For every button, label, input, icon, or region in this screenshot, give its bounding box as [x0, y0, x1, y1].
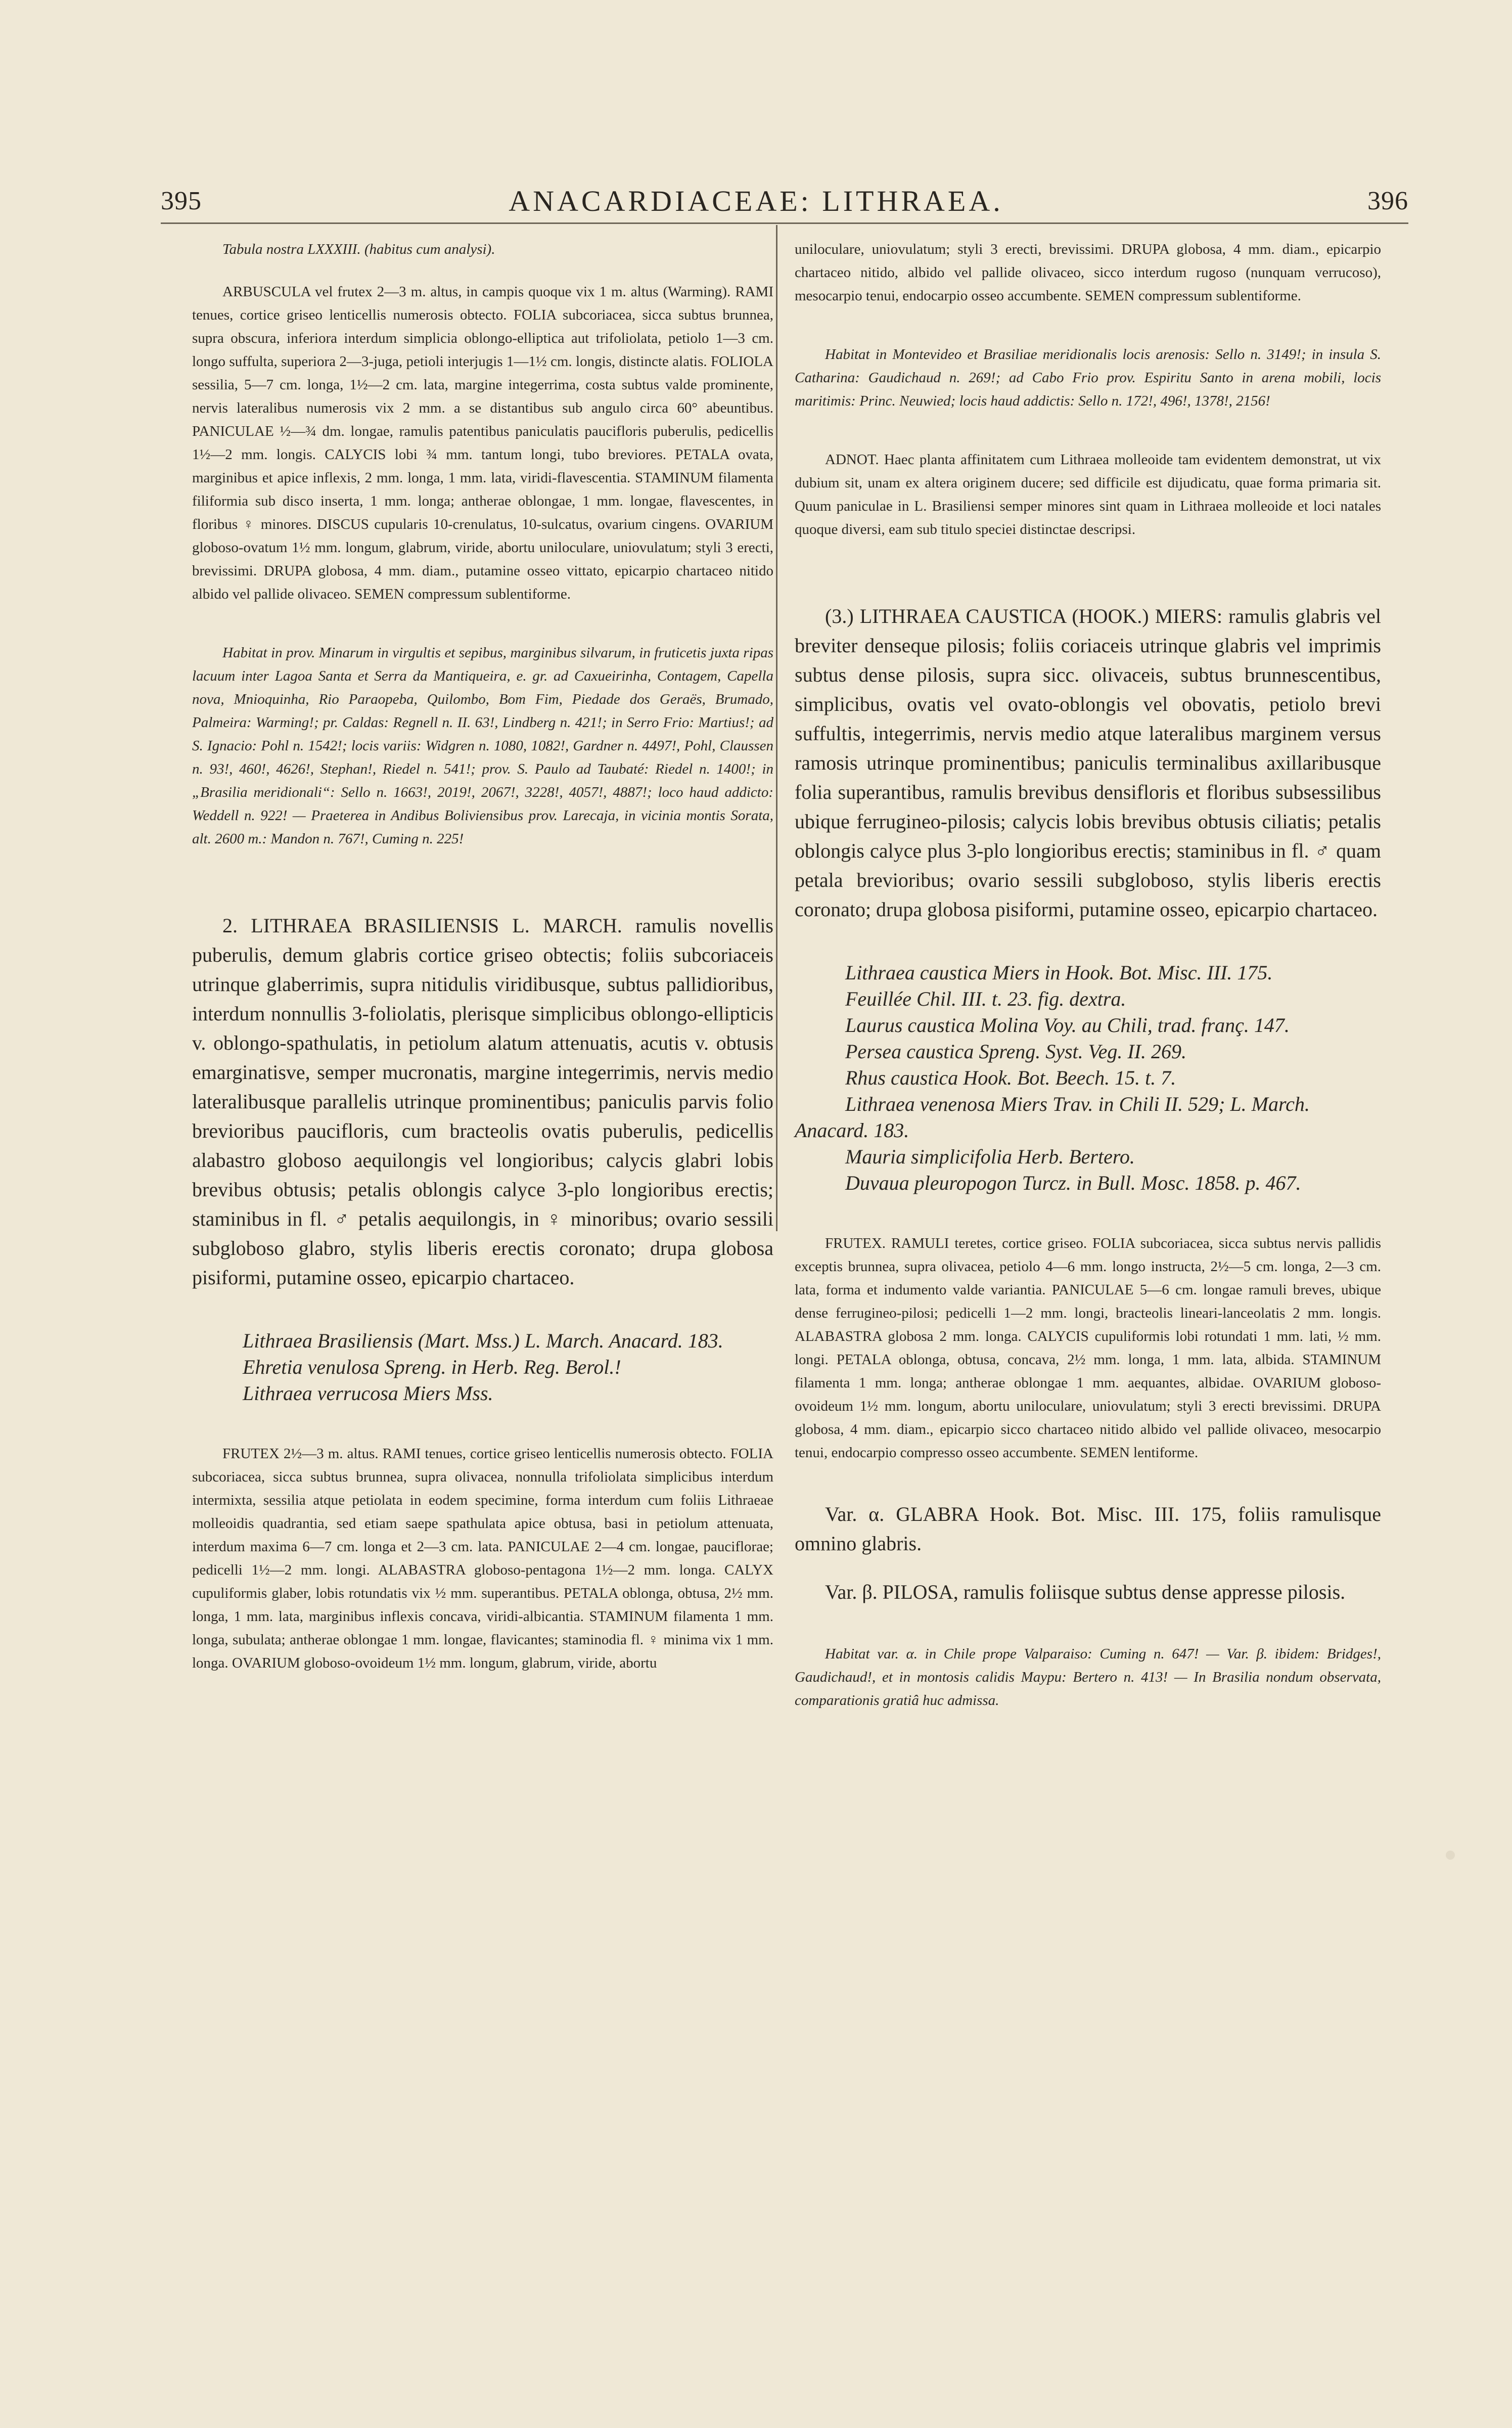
species-l-brasiliensis: 2. LITHRAEA BRASILIENSIS L. MARCH. ramulis novellis puberulis, demum glabris cortice griseo obtectis; foliis subcoriaceis utrinque glaberrimis, supra nitidulis viridibusque, subtus pallidioribus, interdum nonnullis 3-foliolatis, plerisque simplicibus oblongo-ellipticis v. oblongo-spathulatis, in petiolum alatum attenuatis, acutis v. obtusis emarginatisve, semper mucronatis, margine integerrimis, nervis medio lateralibusque parallelis utrinque prominentibus; paniculis parvis folio brevioribus paucifloris, cum bracteolis ovatis puberulis, pedicellis alabastro globoso aequilongis vel longioribus; calycis glabri lobis brevibus obtusis; petalis oblongis calyce 3-plo longioribus erectis; staminibus in fl. ♂ petalis aequilongis, in ♀ minoribus; ovario sessili subgloboso glabro, stylis liberis erectis coronato; drupa globosa pisiformi, putamine osseo, epicarpio chartaceo. [192, 914, 773, 1289]
page-number-right: 396 [1367, 187, 1408, 215]
variety-alpha: Var. α. GLABRA Hook. Bot. Misc. III. 175, foliis ramulisque omnino glabris. [795, 1503, 1381, 1555]
synonym: Mauria simplicifolia Herb. Bertero. [845, 1145, 1135, 1168]
description-l-molleoides: ARBUSCULA vel frutex 2—3 m. altus, in campis quoque vix 1 m. altus (Warming). RAMI tenues, cortice griseo lenticellis numerosis obtecto. FOLIA subcoriacea, sicca subtus brunnea, supra obscura, inferiora interdum simplicia oblongo-elliptica aut trifoliolata, petiolo 1—3 cm. longo suffulta, superiora 2—3-juga, petioli interjugis 1—1½ cm. longis, distincte alatis. FOLIOLA sessilia, 5—7 cm. longa, 1½—2 cm. lata, margine integerrima, costa subtus valde prominente, nervis lateralibus numerosis vix 2 mm. a se distantibus sub angulo circa 60° abeuntibus. PANICULAE ½—¾ dm. longae, ramulis patentibus paniculatis paucifloris puberulis, pedicellis 1½—2 mm. longis. CALYCIS lobi ¾ mm. tantum longi, tubo breviores. PETALA ovata, marginibus et apice inflexis, 2 mm. longa, 1 mm. lata, viridi-flavescentia. STAMINUM filamenta filiformia sub disco inserta, 1 mm. longa; antherae oblongae, 1 mm. longae, flavescentes, in floribus ♀ minores. DISCUS cupularis 10-crenulatus, 10-sulcatus, ovarium cingens. OVARIUM globoso-ovatum 1½ mm. longum, glabrum, viride, abortu uniloculare, uniovulatum; styli 3 erecti, brevissimi. DRUPA globosa, 4 mm. diam., putamine osseo vittato, epicarpio chartaceo nitido albido vel pallide olivaceo. SEMEN compressum sublentiforme. [192, 284, 773, 602]
synonym: Ehretia venulosa Spreng. in Herb. Reg. Berol.! [243, 1356, 621, 1378]
synonym: Lithraea Brasiliensis (Mart. Mss.) L. March. Anacard. 183. [243, 1329, 723, 1352]
synonym: Laurus caustica Molina Voy. au Chili, trad. franç. 147. [845, 1014, 1290, 1037]
species-l-caustica: (3.) LITHRAEA CAUSTICA (HOOK.) MIERS: ramulis glabris vel breviter denseque pilosis; foliis coriaceis utrinque glabris vel imprimis subtus dense pilosis, supra sicc. olivaceis, subtus brunnescentibus, simplicibus, ovatis vel ovato-oblongis vel obovatis, petiolo brevi suffultis, integerrimis, nervis medio atque lateralibus marginem versus ramosis utrinque prominentibus; paniculis terminalibus axillaribusque folia superantibus, ramulis brevibus densifloris et floribus subsessilibus ubique ferrugineo-pilosis; calycis lobis brevibus obtusis ciliatis; petalis oblongis calyce plus 3-plo longioribus erectis; staminibus in fl. ♂ quam petala brevioribus; ovario sessili subgloboso, stylis liberis erectis coronato; drupa globosa pisiformi, putamine osseo, epicarpio chartaceo. [795, 605, 1381, 921]
running-head: ANACARDIACEAE: LITHRAEA. [509, 185, 1003, 217]
description-l-brasiliensis: FRUTEX 2½—3 m. altus. RAMI tenues, cortice griseo lenticellis numerosis obtecto. FOLIA subcoriacea, sicca subtus brunnea, supra olivacea, nonnulla trifoliolata simplicibus interdum intermixta, sessilia atque petiolata in eodem specimine, forma interdum cum foliis Lithraeae molleoidis quadrantia, sed etiam saepe spathulata apice obtusa, basi in petiolum attenuata, interdum maxima 6—7 cm. longa et 2—3 cm. lata. PANICULAE 2—4 cm. longae, pauciflorae; pedicelli 1½—2 mm. longi. ALABASTRA globoso-pentagona 1½—2 mm. longa. CALYX cupuliformis glaber, lobis rotundatis vix ½ mm. superantibus. PETALA oblonga, obtusa, 2½ mm. longa, 1 mm. lata, marginibus inflexis concava, viridi-albicantia. STAMINUM filamenta 1 mm. longa, subulata; antherae oblongae 1 mm. longae, flavicantes; staminodia fl. ♀ minima vix 1 mm. longa. OVARIUM globoso-ovoideum 1½ mm. longum, glabrum, viride, abortu [192, 1446, 773, 1671]
synonym: Rhus caustica Hook. Bot. Beech. 15. t. 7. [845, 1066, 1176, 1089]
synonym: Anacard. 183. [795, 1119, 909, 1142]
left-column [192, 238, 773, 1675]
paper-speck [728, 1481, 741, 1495]
habitat-l-molleoides: Habitat in prov. Minarum in virgultis et sepibus, marginibus silvarum, in fruticetis juxta ripas lacuum inter Lagoa Santa et Serra da Mantiqueira, e. gr. ad Caxueirinha, Contagem, Capella nova, Mnioquinha, Rio Paraopeba, Quilombo, Bom Fim, Piedade dos Geraës, Brumado, Palmeira: Warming!; pr. Caldas: Regnell n. II. 63!, Lindberg n. 421!; in Serro Frio: Martius!; ad S. Ignacio: Pohl n. 1542!; locis variis: Widgren n. 1080, 1082!, Gardner n. 4497!, Pohl, Claussen n. 93!, 460!, 4626!, Stephan!, Riedel n. 541!; prov. S. Paulo ad Taubaté: Riedel n. 1400!; in „Brasilia meridionali“: Sello n. 1663!, 2019!, 2067!, 3228!, 4057!, 4887!; loco haud addicto: Weddell n. 922! — Praeterea in Andibus Boliviensibus prov. Larecaja, in vicinia montis Sorata, alt. 2600 m.: Mandon n. 767!, Cuming n. 225! [192, 645, 773, 847]
synonym: Duvaua pleuropogon Turcz. in Bull. Mosc. 1858. p. 467. [845, 1172, 1301, 1194]
synonym: Lithraea venenosa Miers Trav. in Chili II. 529; L. March. [845, 1093, 1310, 1115]
paper-speck [1446, 1851, 1455, 1860]
variety-beta: Var. β. PILOSA, ramulis foliisque subtus dense appresse pilosis. [825, 1581, 1346, 1603]
synonym: Persea caustica Spreng. Syst. Veg. II. 269. [845, 1040, 1187, 1063]
column-divider [776, 225, 777, 1231]
page-number-left: 395 [161, 187, 202, 215]
description-continued: uniloculare, uniovulatum; styli 3 erecti, brevissimi. DRUPA globosa, 4 mm. diam., epicarpio chartaceo nitido, albido vel pallide olivaceo, sicco interdum rugoso (nunquam verrucoso), mesocarpio tenui, endocarpio osseo accumbente. SEMEN compressum sublentiforme. [795, 241, 1381, 304]
synonym: Lithraea caustica Miers in Hook. Bot. Misc. III. 175. [845, 961, 1273, 984]
tabula-reference: Tabula nostra LXXXIII. (habitus cum analysi). [222, 241, 495, 257]
habitat-l-brasiliensis: Habitat in Montevideo et Brasiliae meridionalis locis arenosis: Sello n. 3149!; in insula S. Catharina: Gaudichaud n. 269!; ad Cabo Frio prov. Espiritu Santo in arena mobili, locis maritimis: Princ. Neuwied; locis haud addictis: Sello n. 172!, 496!, 1378!, 2156! [795, 346, 1381, 409]
header-rule [161, 222, 1408, 224]
right-column [795, 238, 1381, 1712]
description-l-caustica: FRUTEX. RAMULI teretes, cortice griseo. FOLIA subcoriacea, sicca subtus nervis pallidis exceptis brunnea, supra olivacea, petiolo 4—6 mm. longo instructa, 2½—5 cm. longa, 2—3 cm. lata, forma et indumento valde variantia. PANICULAE 5—6 cm. longae ramuli breves, ubique dense ferrugineo-pilosi; pedicelli 1—2 mm. longi, bracteolis lineari-lanceolatis 2 mm. longis. ALABASTRA globosa 2 mm. longa. CALYCIS cupuliformis lobi rotundati 1 mm. lati, ½ mm. longi. PETALA oblonga, obtusa, concava, 2½ mm. longa, 1 mm. lata, albida. STAMINUM filamenta 1 mm. longa; antherae oblongae 1 mm. aequantes, albidae. OVARIUM globoso-ovoideum 1½ mm. longum, abortu uniloculare, uniovulatum; styli 3 erecti brevissimi. DRUPA globosa, 4 mm. diam., epicarpio sicco chartaceo nitido albido vel pallide olivaceo, mesocarpio tenui, endocarpio compresso osseo accumbente. SEMEN lentiforme. [795, 1235, 1381, 1461]
synonym: Lithraea verrucosa Miers Mss. [243, 1382, 493, 1405]
adnotatio: ADNOT. Haec planta affinitatem cum Lithraea molleoide tam evidentem demonstrat, ut vix dubium sit, unam ex altera originem ducere; sed difficile est dijudicatu, quae forma primaria sit. Quum paniculae in L. Brasiliensi semper minores sint quam in Lithraea molleoide et loci natales quoque diversi, eam sub titulo speciei distinctae descripsi. [795, 452, 1381, 537]
synonym: Feuillée Chil. III. t. 23. fig. dextra. [845, 987, 1126, 1010]
habitat-l-caustica: Habitat var. α. in Chile prope Valparaiso: Cuming n. 647! — Var. β. ibidem: Bridges!, Gaudichaud!, et in montosis calidis Maypu: Bertero n. 413! — In Brasilia nondum observata, comparationis gratiâ huc admissa. [795, 1646, 1381, 1708]
